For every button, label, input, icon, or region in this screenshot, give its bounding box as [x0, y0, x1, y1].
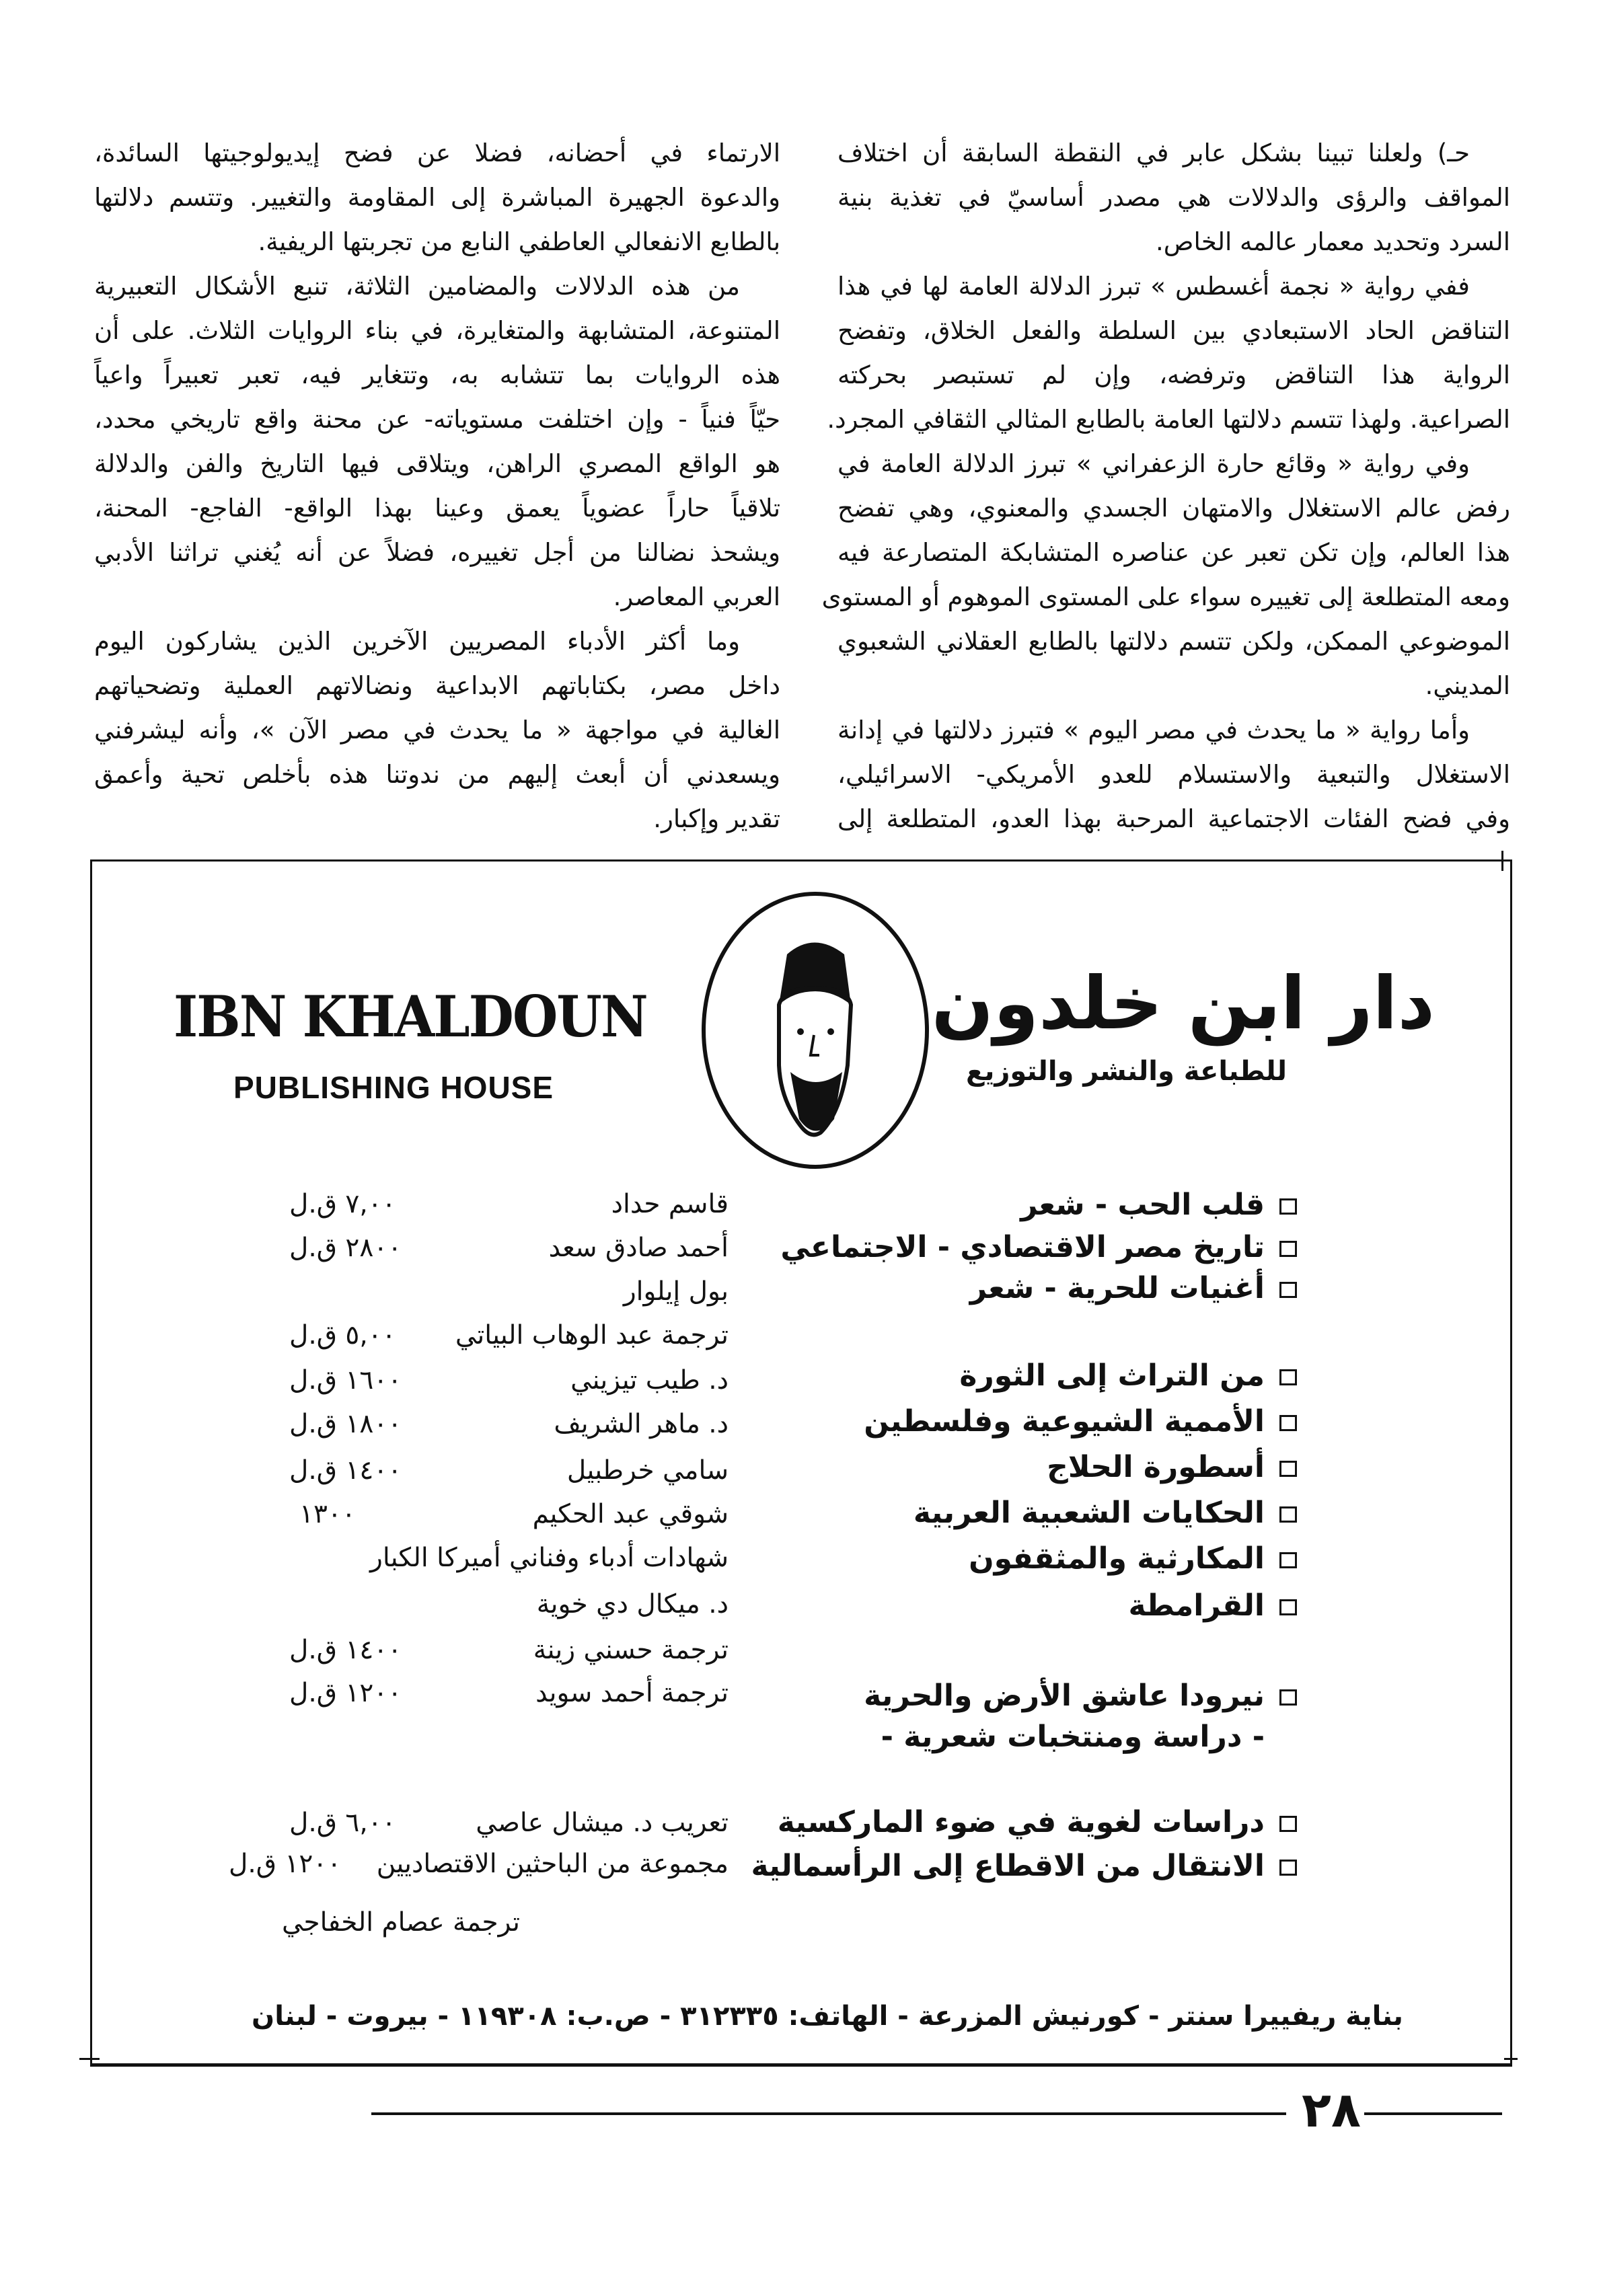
book-price: ١٢٠٠ ق.ل [229, 1849, 342, 1879]
book-subtitle-text: - دراسة ومنتخبات شعرية - [881, 1720, 1265, 1754]
publisher-name-en: IBN KHALDOUN [174, 983, 647, 1050]
book-title [780, 1230, 1297, 1264]
text-line: ففي رواية « نجمة أغسطس » تبرز الدلالة العامة لها في هذا [837, 272, 1470, 301]
square-bullet-icon [1279, 1599, 1297, 1615]
book-author: د. ميكال دي خوية [536, 1589, 729, 1619]
text-line: وفي رواية « وقائع حارة الزعفراني » تبرز الدلالة العامة في [837, 449, 1470, 478]
page-number: ٢٨ [1302, 2081, 1361, 2138]
text-line: العربي المعاصر. [613, 582, 780, 611]
text-line: هذا العالم، وإن تكن تعبر عن عناصره المتشابكة المتصارعة فيه [837, 538, 1510, 567]
square-bullet-icon [1279, 1552, 1297, 1568]
square-bullet-icon [1279, 1461, 1297, 1477]
text-line: وفي فضح الفئات الاجتماعية المرحبة بهذا العدو، المتطلعة إلى [837, 804, 1510, 833]
text-line: المواقف والرؤى والدلالات هي مصدر أساسيّ في تغذية بنية [837, 183, 1510, 212]
text-line: الصراعية. ولهذا تتسم دلالتها العامة بالطابع المثالي الثقافي المجرد. [827, 405, 1510, 434]
text-line: والدعوة الجهيرة المباشرة إلى المقاومة والتغيير. وتتسم دلالتها [94, 183, 780, 212]
square-bullet-icon [1279, 1241, 1297, 1257]
border-tick [1501, 851, 1503, 871]
square-bullet-icon [1279, 1415, 1297, 1431]
book-title-text: الانتقال من الاقطاع إلى الرأسمالية [751, 1849, 1265, 1883]
square-bullet-icon [1279, 1369, 1297, 1385]
book-price: ١٤٠٠ ق.ل [289, 1455, 402, 1486]
square-bullet-icon [1279, 1860, 1297, 1876]
text-line: المتنوعة، المتشابهة والمتغايرة، في بناء الروايات الثلاث. على أن [94, 316, 780, 345]
text-line: رفض عالم الاستغلال والامتهان الجسدي والمعنوي، وهي تفضح [837, 494, 1510, 523]
text-line: ويسعدني أن أبعث إليهم من ندوتنا هذه بأخلص تحية وأعمق [94, 760, 780, 789]
book-author: قاسم حداد [611, 1189, 729, 1219]
text-line: من هذه الدلالات والمضامين الثلاثة، تنبع الأشكال التعبيرية [94, 272, 740, 301]
text-line: المديني. [1425, 671, 1510, 700]
text-line: الارتماء في أحضانه، فضلا عن فضح إيديولوجيتها السائدة، [94, 139, 780, 167]
book-author: مجموعة من الباحثين الاقتصاديين [376, 1849, 729, 1879]
ibn-khaldoun-portrait-logo [700, 890, 931, 1170]
book-price: ١٤٠٠ ق.ل [289, 1635, 402, 1665]
text-line: بالطابع الانفعالي العاطفي النابع من تجربتها الريفية. [258, 227, 780, 256]
book-author: ترجمة عصام الخفاجي [282, 1907, 520, 1938]
text-line: داخل مصر، بكتاباتهم الابداعية ونضالاتهم العملية وتضحياتهم [94, 671, 780, 700]
square-bullet-icon [1279, 1282, 1297, 1298]
publisher-name-ar: دار ابن خلدون [931, 962, 1435, 1046]
book-title-text: أغنيات للحرية - شعر [969, 1271, 1265, 1305]
text-line: وما أكثر الأدباء المصريين الآخرين الذين يشاركون اليوم [94, 627, 740, 656]
text-line: تلاقياً حاراً عضوياً يعمق وعينا بهذا الواقع- الفاجع- المحنة، [94, 494, 780, 523]
book-title-text: المكارثية والمثقفون [969, 1541, 1265, 1576]
book-title-text: قلب الحب - شعر [1020, 1188, 1265, 1222]
text-line: الغالية في مواجهة « ما يحدث في مصر الآن »، وأنه ليشرفني [94, 716, 780, 744]
book-author: بول إيلوار [623, 1276, 729, 1307]
text-line: الرواية هذا التناقض وترفضه، وإن لم تستبصر بحركته [837, 360, 1510, 389]
footer-rule [371, 2112, 1286, 2115]
publisher-subtitle-ar: للطباعة والنشر والتوزيع [966, 1056, 1287, 1087]
square-bullet-icon [1279, 1816, 1297, 1832]
book-price: ١٢٠٠ ق.ل [289, 1678, 402, 1708]
text-line: هذه الروايات بما تتشابه به، وتتغاير فيه، تعبر تعبيراً واعياً [94, 360, 780, 389]
text-line: الاستغلال والتبعية والاستسلام للعدو الأمريكي- الاسرائيلي، [837, 760, 1510, 789]
text-line: حيّاً فنياً - وإن اختلفت مستوياته- عن محنة واقع تاريخي محدد، [94, 405, 780, 434]
book-price: ١٨٠٠ ق.ل [289, 1409, 402, 1439]
book-title [881, 1720, 1297, 1754]
publisher-subtitle-en: PUBLISHING HOUSE [233, 1070, 554, 1105]
book-title [959, 1359, 1297, 1393]
book-title-text: القرامطة [1128, 1589, 1265, 1623]
book-price: ٦,٠٠ ق.ل [289, 1808, 396, 1838]
book-title-text: الأممية الشيوعية وفلسطين [864, 1404, 1265, 1439]
book-title [864, 1404, 1297, 1439]
book-author: تعريب د. ميشال عاصي [476, 1808, 729, 1838]
square-bullet-icon [1279, 1506, 1297, 1523]
book-price: ٥,٠٠ ق.ل [289, 1320, 396, 1350]
book-title [778, 1805, 1297, 1839]
book-author: شوقي عبد الحكيم [532, 1499, 729, 1529]
book-price: ٧,٠٠ ق.ل [289, 1189, 396, 1219]
book-author: ترجمة عبد الوهاب البياتي [455, 1320, 729, 1350]
publisher-address: بناية ريفييرا سنتر - كورنيش المزرعة - الهاتف: ٣١٢٣٣٥ - ص.ب: ١١٩٣٠٨ - بيروت - لبنان [252, 2001, 1403, 2032]
text-line: الموضوعي الممكن، ولكن تتسم دلالتها بالطابع العقلاني الشعبوي [837, 627, 1510, 656]
book-title-text: تاريخ مصر الاقتصادي - الاجتماعي [780, 1230, 1265, 1264]
book-title-text: من التراث إلى الثورة [959, 1359, 1265, 1393]
square-bullet-icon [1279, 1689, 1297, 1706]
border-tick [1504, 2058, 1518, 2060]
border-tick [79, 2058, 100, 2060]
text-line: ويشحذ نضالنا من أجل تغييره، فضلاً عن أنه يُغني تراثنا الأدبي [94, 538, 780, 567]
book-price: ٢٨٠٠ ق.ل [289, 1233, 402, 1263]
text-line: وأما رواية « ما يحدث في مصر اليوم » فتبرز دلالتها في إدانة [837, 716, 1470, 744]
book-title [864, 1679, 1297, 1713]
book-title [751, 1849, 1297, 1883]
book-price: ١٣٠٠ [299, 1499, 356, 1529]
book-author: د. طيب تيزيني [570, 1365, 729, 1395]
book-title-text: نيرودا عاشق الأرض والحرية [864, 1679, 1265, 1713]
book-title-text: دراسات لغوية في ضوء الماركسية [777, 1805, 1265, 1839]
book-price: ١٦٠٠ ق.ل [289, 1365, 402, 1395]
text-line: تقدير وإكبار. [653, 804, 780, 833]
book-author: د. ماهر الشريف [554, 1409, 729, 1439]
square-bullet-icon [1279, 1198, 1297, 1215]
book-author: ترجمة حسني زينة [533, 1635, 729, 1665]
book-author: سامي خرطبيل [566, 1455, 729, 1486]
book-title [914, 1496, 1297, 1530]
text-line: حـ) ولعلنا تبينا بشكل عابر في النقطة السابقة أن اختلاف [837, 139, 1470, 167]
book-author: أحمد صادق سعد [548, 1233, 729, 1263]
book-title [969, 1541, 1297, 1576]
text-line: السرد وتحديد معمار عالمه الخاص. [1156, 227, 1510, 256]
footer-rule [1364, 2112, 1502, 2115]
book-title [1128, 1589, 1297, 1623]
book-title-text: الحكايات الشعبية العربية [913, 1496, 1265, 1530]
book-title-text: أسطورة الحلاج [1047, 1450, 1265, 1484]
text-line: التناقض الحاد الاستبعادي بين السلطة والفعل الخلاق، وتفضح [837, 316, 1510, 345]
book-author: ترجمة أحمد سويد [535, 1678, 729, 1708]
book-author: شهادات أدباء وفناني أميركا الكبار [369, 1543, 729, 1573]
book-title [1020, 1188, 1297, 1222]
text-line: ومعه المتطلعة إلى تغييره سواء على المستوى الموهوم أو المستوى [821, 582, 1510, 611]
book-title [970, 1271, 1297, 1305]
text-line: هو الواقع المصري الراهن، ويتلاقى فيها التاريخ والفن والدلالة [94, 449, 780, 478]
book-title [1047, 1450, 1297, 1484]
